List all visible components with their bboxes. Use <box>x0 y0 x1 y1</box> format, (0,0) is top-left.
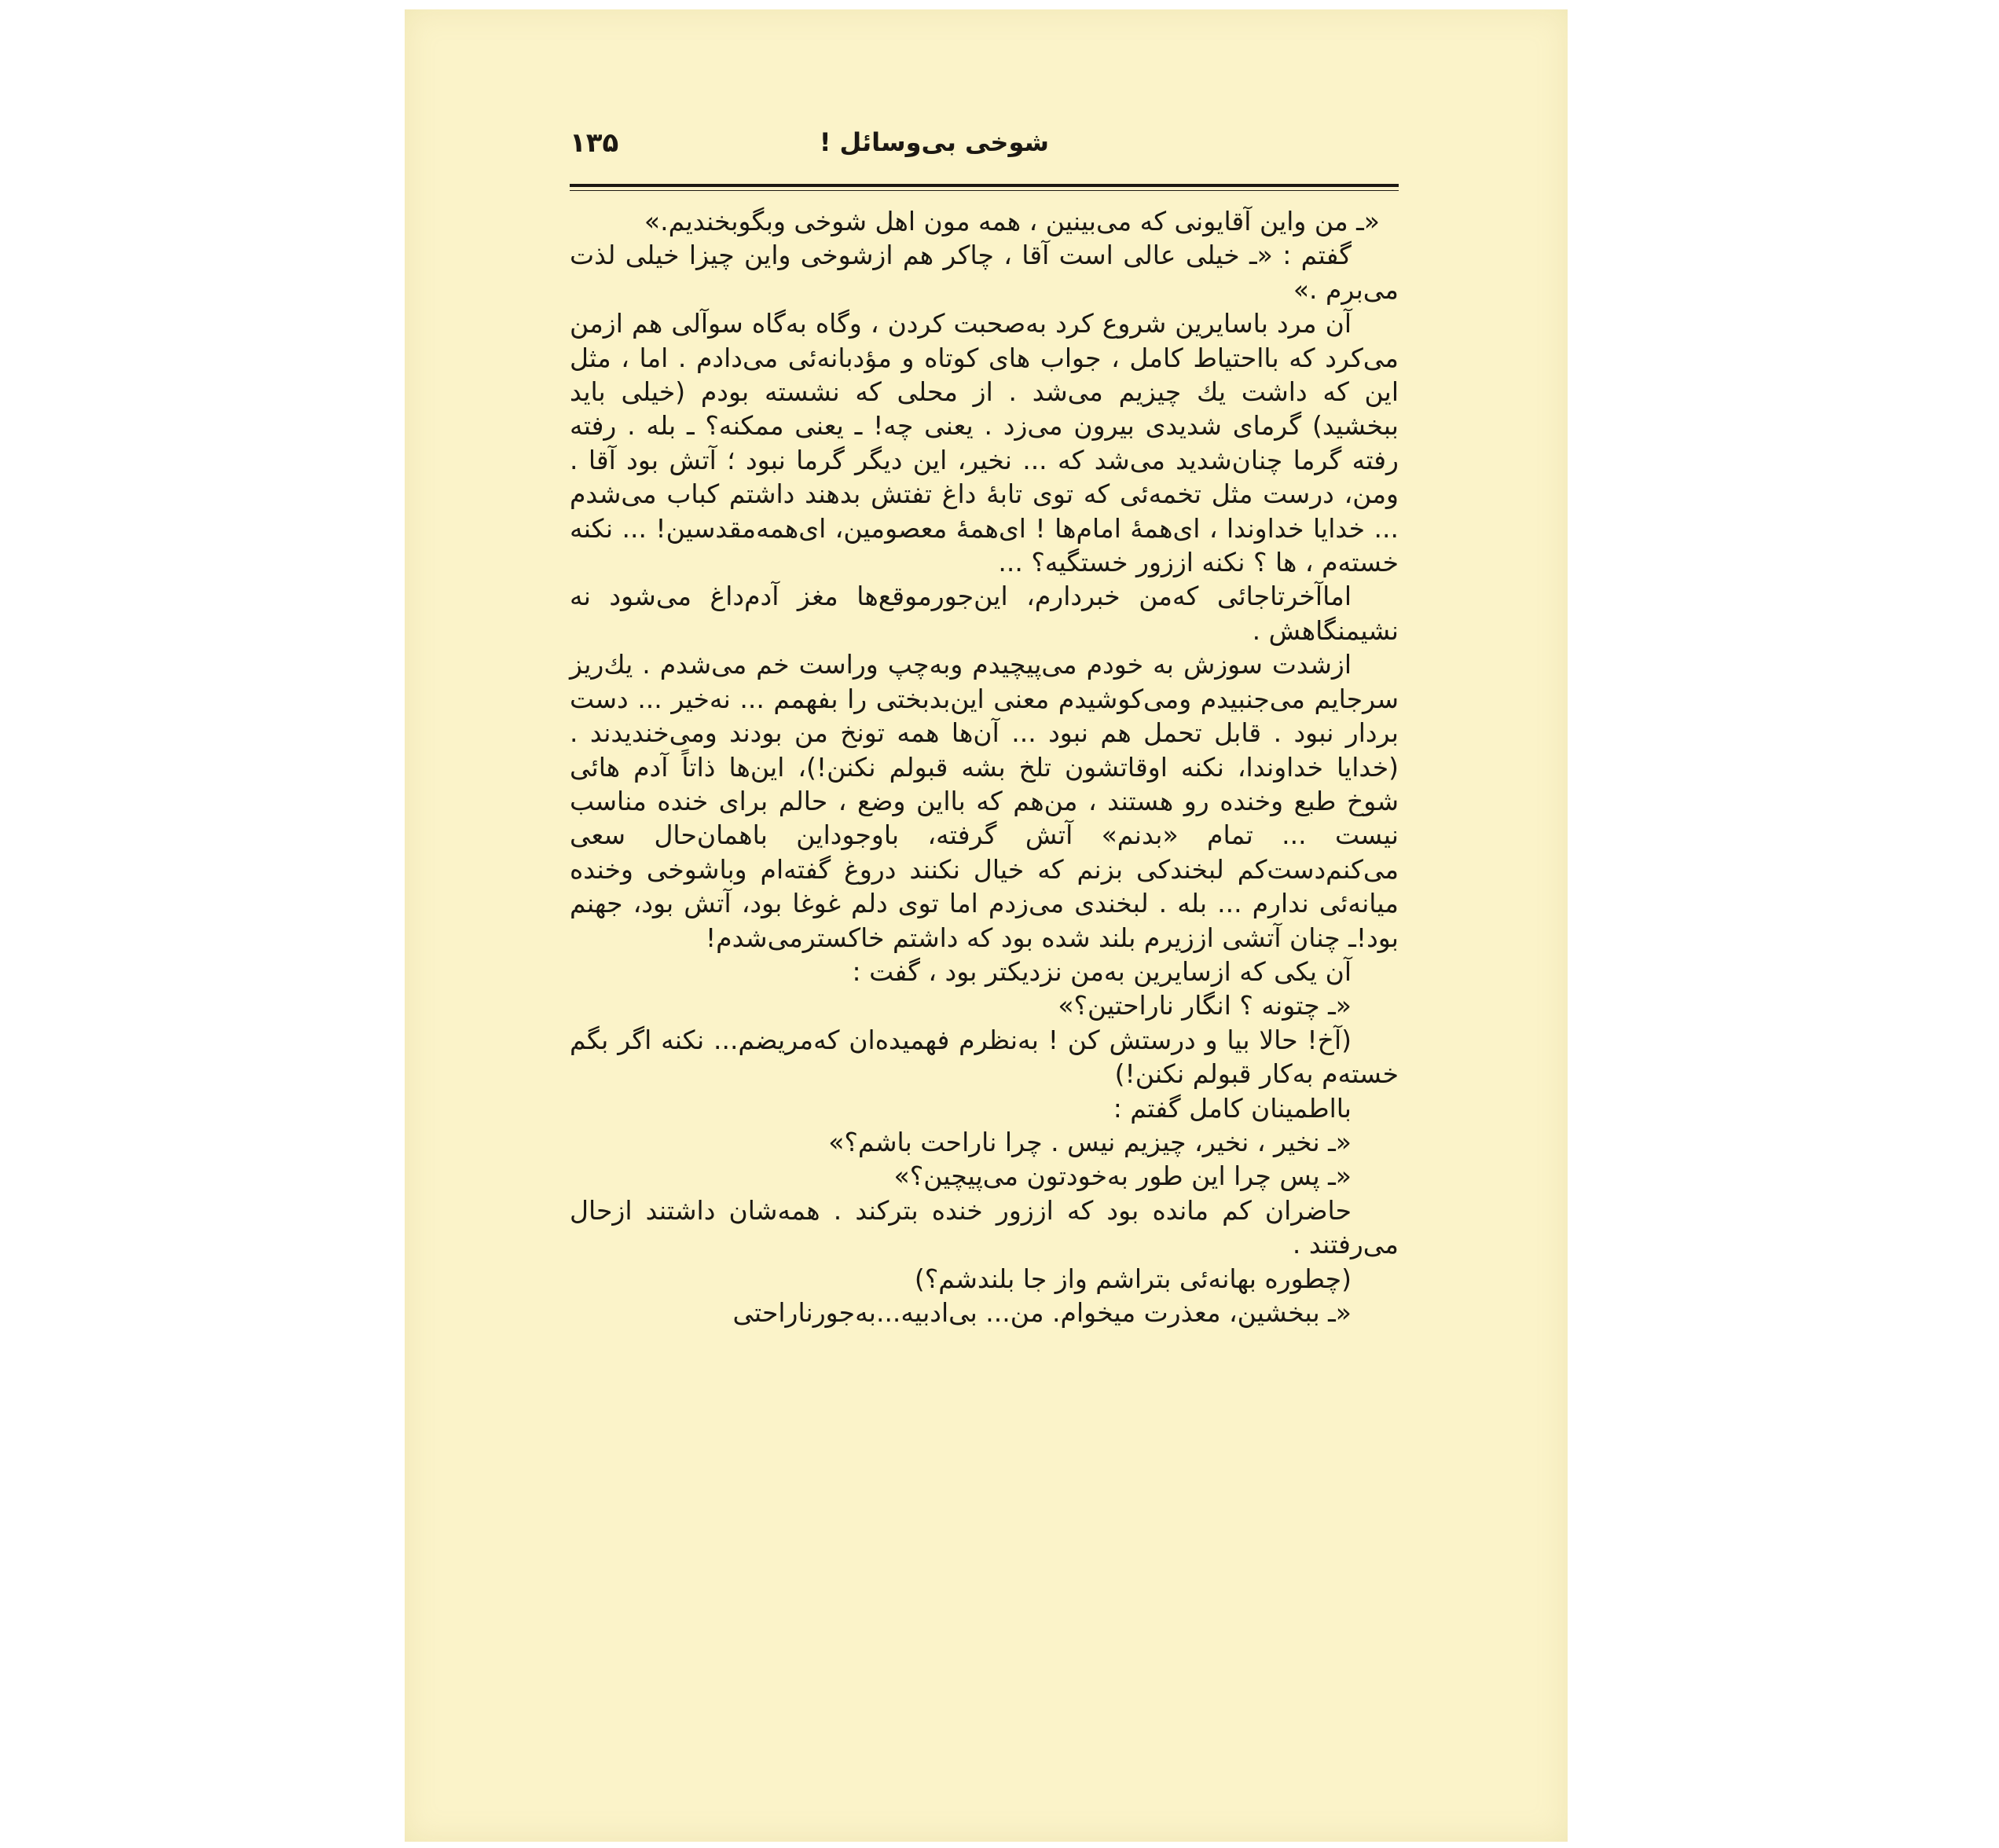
paragraph: «ـ چتونه ؟ انگار ناراحتین؟» <box>1058 990 1352 1021</box>
paragraph: «ـ من واین آقایونی که می‌بینین ، همه مون اهل شوخی وبگوبخندیم.» <box>644 206 1380 236</box>
paragraph: (چطوره بهانه‌ئی بتراشم واز جا بلندشم؟) <box>914 1263 1352 1294</box>
paragraph: گفتم : «ـ خیلی عالی است آقا ، چاکر هم ازشوخی واین چیزا خیلی لذت می‌برم .» <box>570 240 1399 305</box>
paragraph: اماآخرتاجائی که‌من خبردارم، این‌جورموقع‌ها مغز آدم‌داغ می‌شود نه نشیمنگاهش . <box>570 581 1399 646</box>
paragraph: آن مرد باسایرین شروع کرد به‌صحبت کردن ، وگاه به‌گاه سوآلی هم ازمن می‌کرد که بااحتیاط کامل ، جواب های کوتاه و مؤدبانه‌ئی می‌دادم . اما ، مثل این که داشت یك چیزیم می‌شد . از محلی که نشسته بودم (خیلی باید ببخشید) گرمای شدیدی بیرون می‌زد . یعنی چه! ـ یعنی ممکنه؟ ـ بله . رفته رفته گرما چنان‌شدید می‌شد که ... نخیر، این دیگر گرما نبود ؛ آتش بود آقا . ومن، درست مثل تخمه‌ئی که توی تابهٔ داغ تفتش بدهند داشتم کباب می‌شدم ... خدایا خداوندا ، ای‌همهٔ امام‌ها ! ای‌همهٔ معصومین، ای‌همه‌مقدسین! ... نکنه خسته‌م ، ها ؟ نکنه اززور خستگیه؟ ... <box>570 308 1399 578</box>
header-rule-thin <box>570 190 1399 191</box>
page-body <box>570 204 1399 1823</box>
paragraph: «ـ نخیر ، نخیر، چیزیم نیس . چرا ناراحت باشم؟» <box>828 1126 1352 1157</box>
paragraph: آن یکی که ازسایرین به‌من نزدیکتر بود ، گفت : <box>852 955 1352 987</box>
header-rule <box>570 184 1399 187</box>
paragraph: ازشدت سوزش به خودم می‌پیچیدم وبه‌چپ وراست خم می‌شدم . یك‌ریز سرجایم می‌جنبیدم ومی‌کوشیدم معنی این‌بدبختی را بفهمم ... نه‌خیر ... دست بردار نبود . قابل تحمل هم نبود ... آن‌ها همه تونخ من بودند ومی‌خندیدند . (خدایا خداوندا، نکنه اوقاتشون تلخ بشه قبولم نکنن!)، این‌ها ذاتاً آدم هائی شوخ طبع وخنده رو هستند ، من‌هم که بااین وضع ، حالم برای خنده مناسب نیست ... تمام «بدنم» آتش گرفته، باوجوداین باهمان‌حال سعی می‌کنم‌دست‌کم لبخندکی بزنم که خیال نکنند دروغ گفته‌ام وباشوخی وخنده میانه‌ئی ندارم ... بله . لبخندی می‌زدم اما توی دلم غوغا بود، آتش بود، جهنم بود!ـ چنان آتشی اززیرم بلند شده بود که داشتم خاکسترمی‌شدم! <box>570 649 1399 953</box>
paragraph: حاضران کم مانده بود که اززور خنده بترکند . همه‌شان داشتند ازحال می‌رفتند . <box>570 1194 1399 1260</box>
paragraph: (آخ! حالا بیا و درستش کن ! به‌نظرم فهمیده‌ان که‌مریضم... نکنه اگر بگم خسته‌م به‌کار قبولم نکنن!) <box>570 1024 1399 1090</box>
page-number: ۱۳۵ <box>570 127 619 159</box>
book-page <box>405 9 1568 1842</box>
paragraph: «ـ پس چرا این طور به‌خودتون می‌پیچین؟» <box>893 1160 1352 1192</box>
page-header <box>570 127 1399 184</box>
paragraph: «ـ ببخشین، معذرت میخوام. من... بی‌ادبیه...به‌جورناراحتی <box>732 1297 1352 1328</box>
running-title: شوخی بی‌وسائل ! <box>819 127 1049 157</box>
paragraph: بااطمینان کامل گفتم : <box>1113 1092 1352 1124</box>
